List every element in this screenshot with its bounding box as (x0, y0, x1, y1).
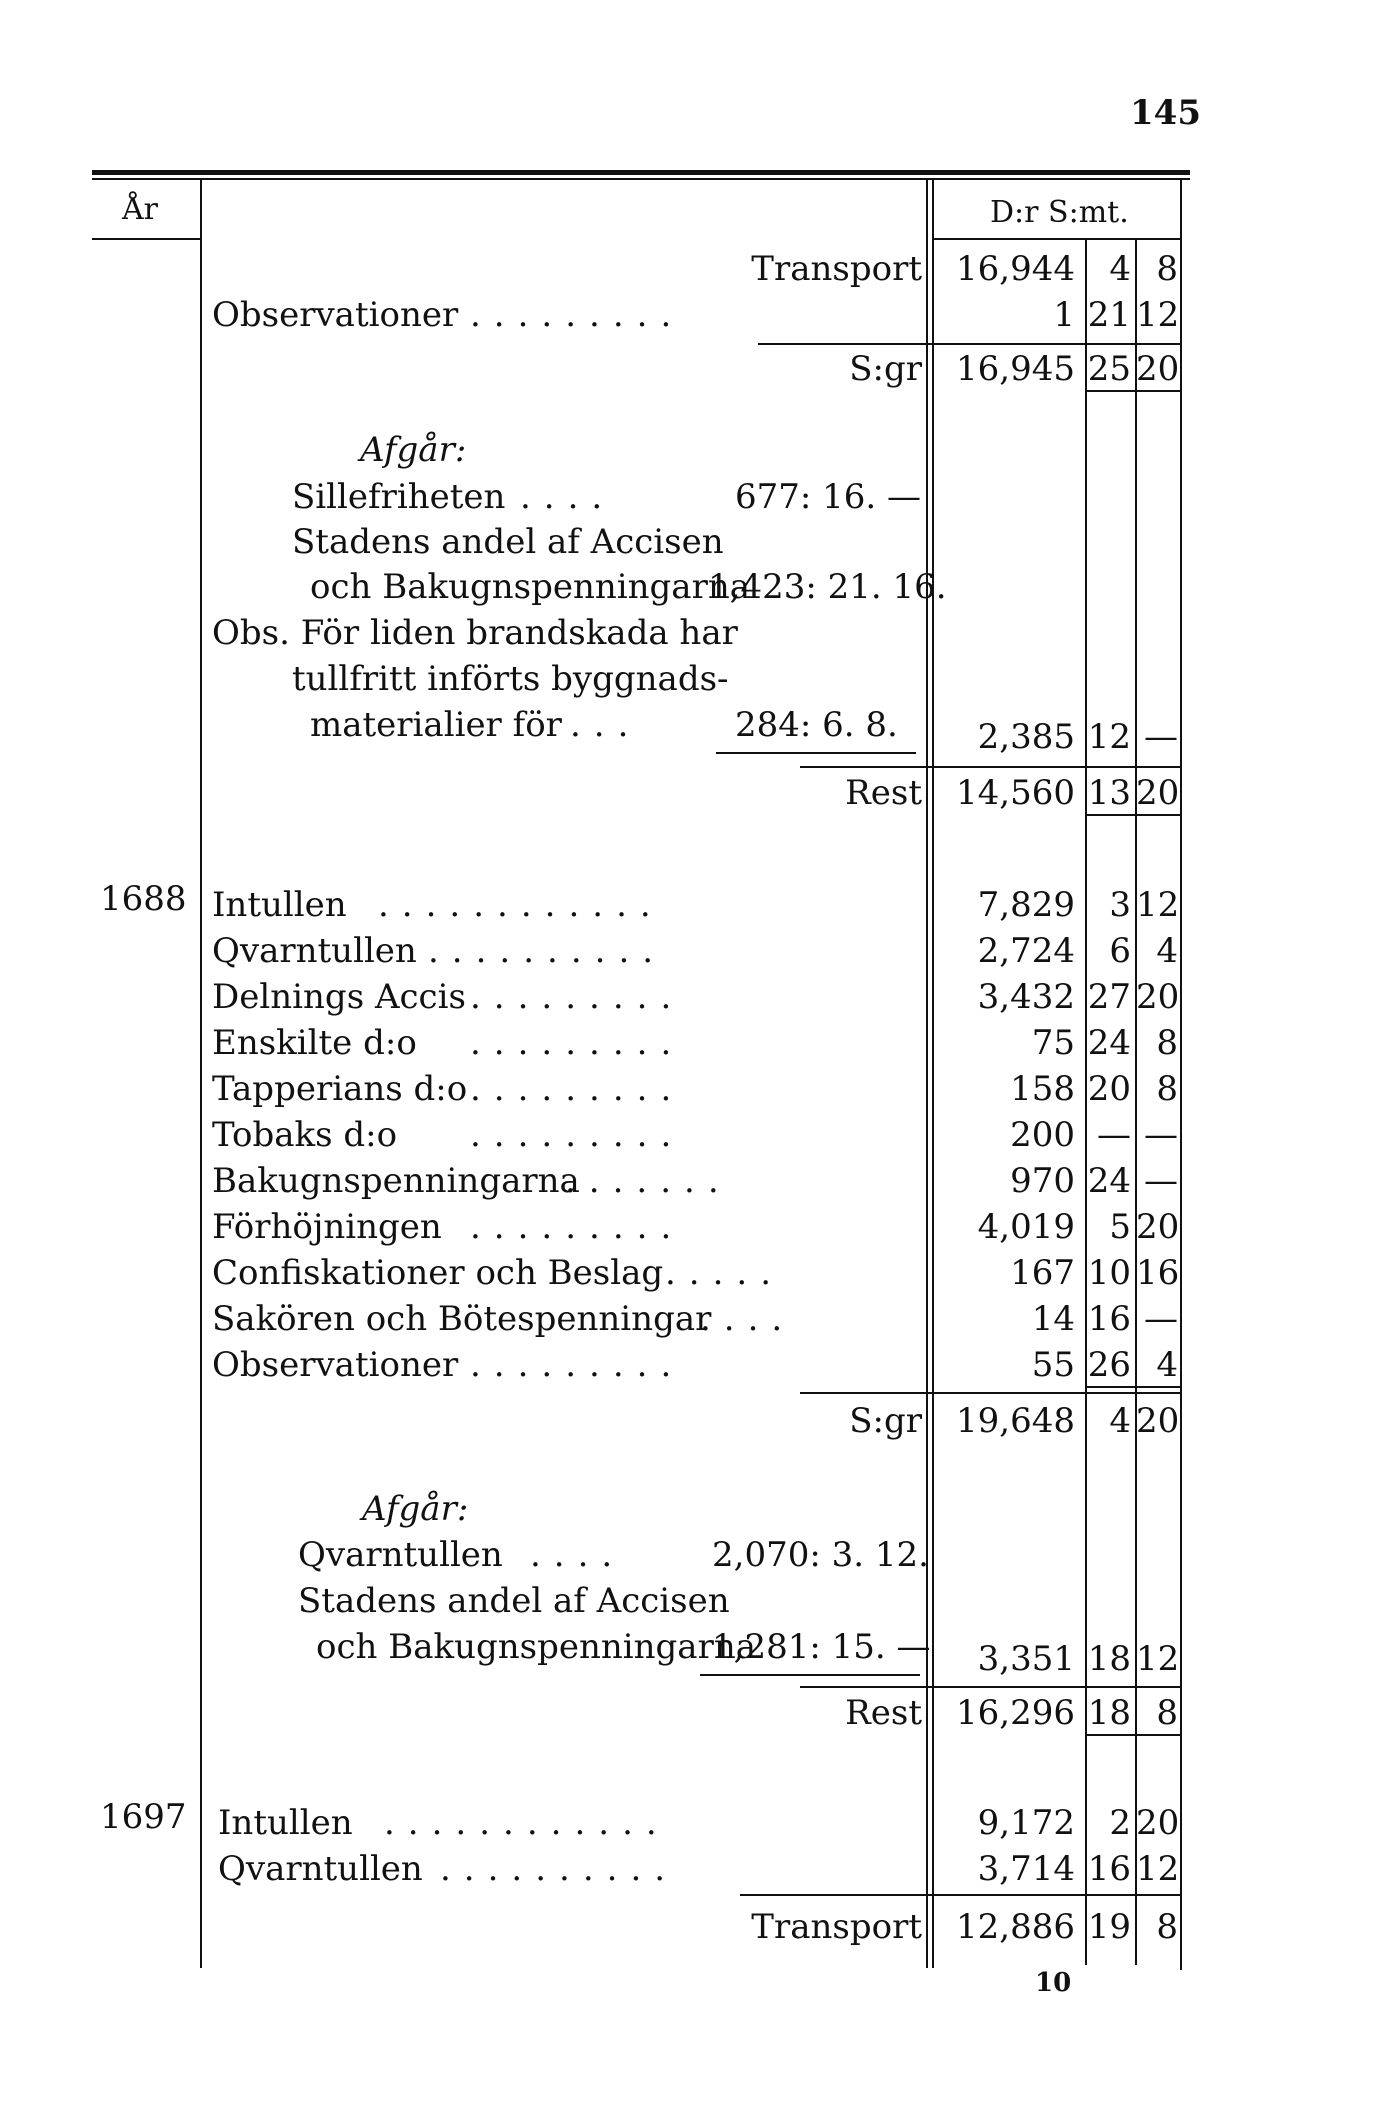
sum-rule (800, 1686, 1182, 1688)
currency-header: D:r S:mt. (990, 195, 1129, 230)
rd-value: 4,019 (977, 1207, 1075, 1247)
sk-value: 26 (1087, 1345, 1131, 1385)
sk-value: 21 (1087, 295, 1131, 335)
st-value: 8 (1156, 249, 1178, 289)
rd-value: 16,296 (956, 1693, 1075, 1733)
deduction-amount: 1,423: 21. 16. (708, 567, 947, 607)
sum-rule (1086, 814, 1182, 816)
rd-value: 2,724 (977, 931, 1075, 971)
amount-rule-left-b (932, 178, 934, 1968)
row-label: Transport (751, 1907, 922, 1947)
leader-dots: ......... (470, 295, 685, 335)
row-label: Sillefriheten (292, 477, 506, 517)
rd-value: 9,172 (977, 1803, 1075, 1843)
rd-value: 12,886 (956, 1907, 1075, 1947)
st-value: 20 (1136, 773, 1180, 813)
sum-rule (1086, 1734, 1182, 1736)
leader-dots: ............ (378, 885, 664, 925)
row-label: Tapperians d:o (212, 1069, 468, 1109)
rd-value: 16,945 (956, 349, 1075, 389)
top-rule (92, 170, 1190, 175)
st-value: 8 (1156, 1693, 1178, 1733)
leader-dots: ......... (470, 1115, 685, 1155)
sk-value: 13 (1087, 773, 1131, 813)
sum-rule (716, 752, 916, 754)
sk-value: 27 (1087, 977, 1131, 1017)
leader-dots: .......... (428, 931, 667, 971)
rd-value: 16,944 (956, 249, 1075, 289)
rd-value: 1 (1053, 295, 1075, 335)
rd-value: 14,560 (956, 773, 1075, 813)
sk-value: 12 (1087, 717, 1131, 757)
sk-value: 24 (1087, 1161, 1131, 1201)
sk-value: 19 (1087, 1907, 1131, 1947)
sk-value: 16 (1087, 1299, 1131, 1339)
leader-dots: ......... (470, 1069, 685, 1109)
st-value: 20 (1136, 977, 1180, 1017)
st-value: — (1144, 717, 1178, 757)
leader-dots: .... (520, 477, 616, 517)
row-label: Enskilte d:o (212, 1023, 417, 1063)
leader-dots: .... (530, 1535, 626, 1575)
sum-rule (1086, 390, 1182, 392)
sum-rule (740, 1894, 1182, 1896)
st-value: 16 (1136, 1253, 1180, 1293)
leader-dots: .......... (440, 1849, 679, 1889)
sum-rule (700, 1674, 920, 1676)
row-label: Qvarntullen (298, 1535, 503, 1575)
sk-value: 2 (1109, 1803, 1131, 1843)
leader-dots: ......... (470, 977, 685, 1017)
st-value: 12 (1136, 885, 1180, 925)
top-rule-thin (92, 178, 1190, 180)
row-label: S:gr (849, 349, 922, 389)
sk-value: 6 (1109, 931, 1131, 971)
leader-dots: ... (570, 705, 642, 745)
st-value: 12 (1136, 295, 1180, 335)
sk-value: 4 (1109, 1401, 1131, 1441)
rd-value: 158 (1010, 1069, 1075, 1109)
row-label: och Bakugnspenningarna (310, 567, 750, 607)
st-value: — (1144, 1161, 1178, 1201)
sum-rule (800, 766, 1182, 768)
st-value: — (1144, 1115, 1178, 1155)
sk-value: 25 (1087, 349, 1131, 389)
deduction-amount: 1,281: 15. — (712, 1627, 931, 1667)
page-number: 145 (1130, 93, 1201, 133)
sk-value: 3 (1109, 885, 1131, 925)
leader-dots: ......... (470, 1345, 685, 1385)
sk-value: 18 (1087, 1639, 1131, 1679)
st-value: 8 (1156, 1069, 1178, 1109)
st-value: 8 (1156, 1907, 1178, 1947)
year-label: 1688 (100, 879, 187, 919)
sk-value: 4 (1109, 249, 1131, 289)
st-value: 20 (1136, 1207, 1180, 1247)
rd-value: 19,648 (956, 1401, 1075, 1441)
row-label: Delnings Accis (212, 977, 466, 1017)
st-value: — (1144, 1299, 1178, 1339)
year-header-underline (92, 238, 200, 240)
row-label: Intullen (218, 1803, 353, 1843)
row-label: S:gr (849, 1401, 922, 1441)
leader-dots: ......... (470, 1207, 685, 1247)
note-label: Obs. För liden brandskada har (212, 613, 738, 653)
leader-dots: ..... (665, 1253, 785, 1293)
year-label: 1697 (100, 1797, 187, 1837)
st-value: 20 (1136, 1803, 1180, 1843)
sk-value: 24 (1087, 1023, 1131, 1063)
st-value: 12 (1136, 1849, 1180, 1889)
row-label: Observationer (212, 295, 459, 335)
row-label: Intullen (212, 885, 347, 925)
year-column-rule (200, 178, 202, 1968)
row-label: materialier för (310, 705, 562, 745)
row-label: Qvarntullen (212, 931, 417, 971)
st-value: 4 (1156, 1345, 1178, 1385)
sum-rule (800, 1392, 1182, 1394)
currency-header-underline (934, 238, 1182, 240)
rd-value: 200 (1010, 1115, 1075, 1155)
sk-value: 20 (1087, 1069, 1131, 1109)
deduction-amount: 284: 6. 8. (735, 705, 898, 745)
amount-rule-left-a (926, 178, 928, 1968)
rd-value: 167 (1010, 1253, 1075, 1293)
leader-dots: ....... (565, 1161, 732, 1201)
sk-value: 16 (1087, 1849, 1131, 1889)
st-value: 20 (1136, 349, 1180, 389)
leader-dots: ............ (384, 1803, 670, 1843)
row-label: Rest (845, 773, 922, 813)
row-label: Observationer (212, 1345, 459, 1385)
deduction-amount: 677: 16. — (735, 477, 922, 517)
st-value: 8 (1156, 1023, 1178, 1063)
row-label: Förhöjningen (212, 1207, 442, 1247)
sk-value: — (1097, 1115, 1131, 1155)
leader-dots: ......... (470, 1023, 685, 1063)
row-label: Bakugnspenningarna (212, 1161, 580, 1201)
rd-value: 14 (1031, 1299, 1075, 1339)
row-label: Stadens andel af Accisen (298, 1581, 730, 1621)
rd-value: 75 (1031, 1023, 1075, 1063)
row-label: och Bakugnspenningarna (316, 1627, 756, 1667)
st-value: 20 (1136, 1401, 1180, 1441)
rd-value: 970 (1010, 1161, 1075, 1201)
deduction-heading: Afgår: (362, 1489, 469, 1529)
rd-value: 55 (1031, 1345, 1075, 1385)
row-label: Qvarntullen (218, 1849, 423, 1889)
st-value: 12 (1136, 1639, 1180, 1679)
rd-value: 2,385 (977, 717, 1075, 757)
rd-value: 7,829 (977, 885, 1075, 925)
signature-mark: 10 (1035, 1968, 1072, 1998)
row-label: Tobaks d:o (212, 1115, 398, 1155)
row-label: Stadens andel af Accisen (292, 522, 724, 562)
sk-value: 10 (1087, 1253, 1131, 1293)
year-header: År (122, 192, 159, 227)
row-label: Rest (845, 1693, 922, 1733)
note-label: tullfritt införts byggnads- (292, 659, 729, 699)
sk-value: 18 (1087, 1693, 1131, 1733)
row-label: Confiskationer och Beslag (212, 1253, 664, 1293)
rd-value: 3,714 (977, 1849, 1075, 1889)
rd-value: 3,351 (977, 1639, 1075, 1679)
row-label: Transport (751, 249, 922, 289)
sum-rule (1086, 1386, 1182, 1388)
deduction-amount: 2,070: 3. 12. (712, 1535, 929, 1575)
leader-dots: .... (700, 1299, 796, 1339)
sk-value: 5 (1109, 1207, 1131, 1247)
deduction-heading: Afgår: (360, 430, 467, 470)
rd-value: 3,432 (977, 977, 1075, 1017)
right-rule (1180, 180, 1182, 1970)
row-label: Sakören och Bötespenningar (212, 1299, 712, 1339)
sum-rule (758, 343, 1182, 345)
st-value: 4 (1156, 931, 1178, 971)
